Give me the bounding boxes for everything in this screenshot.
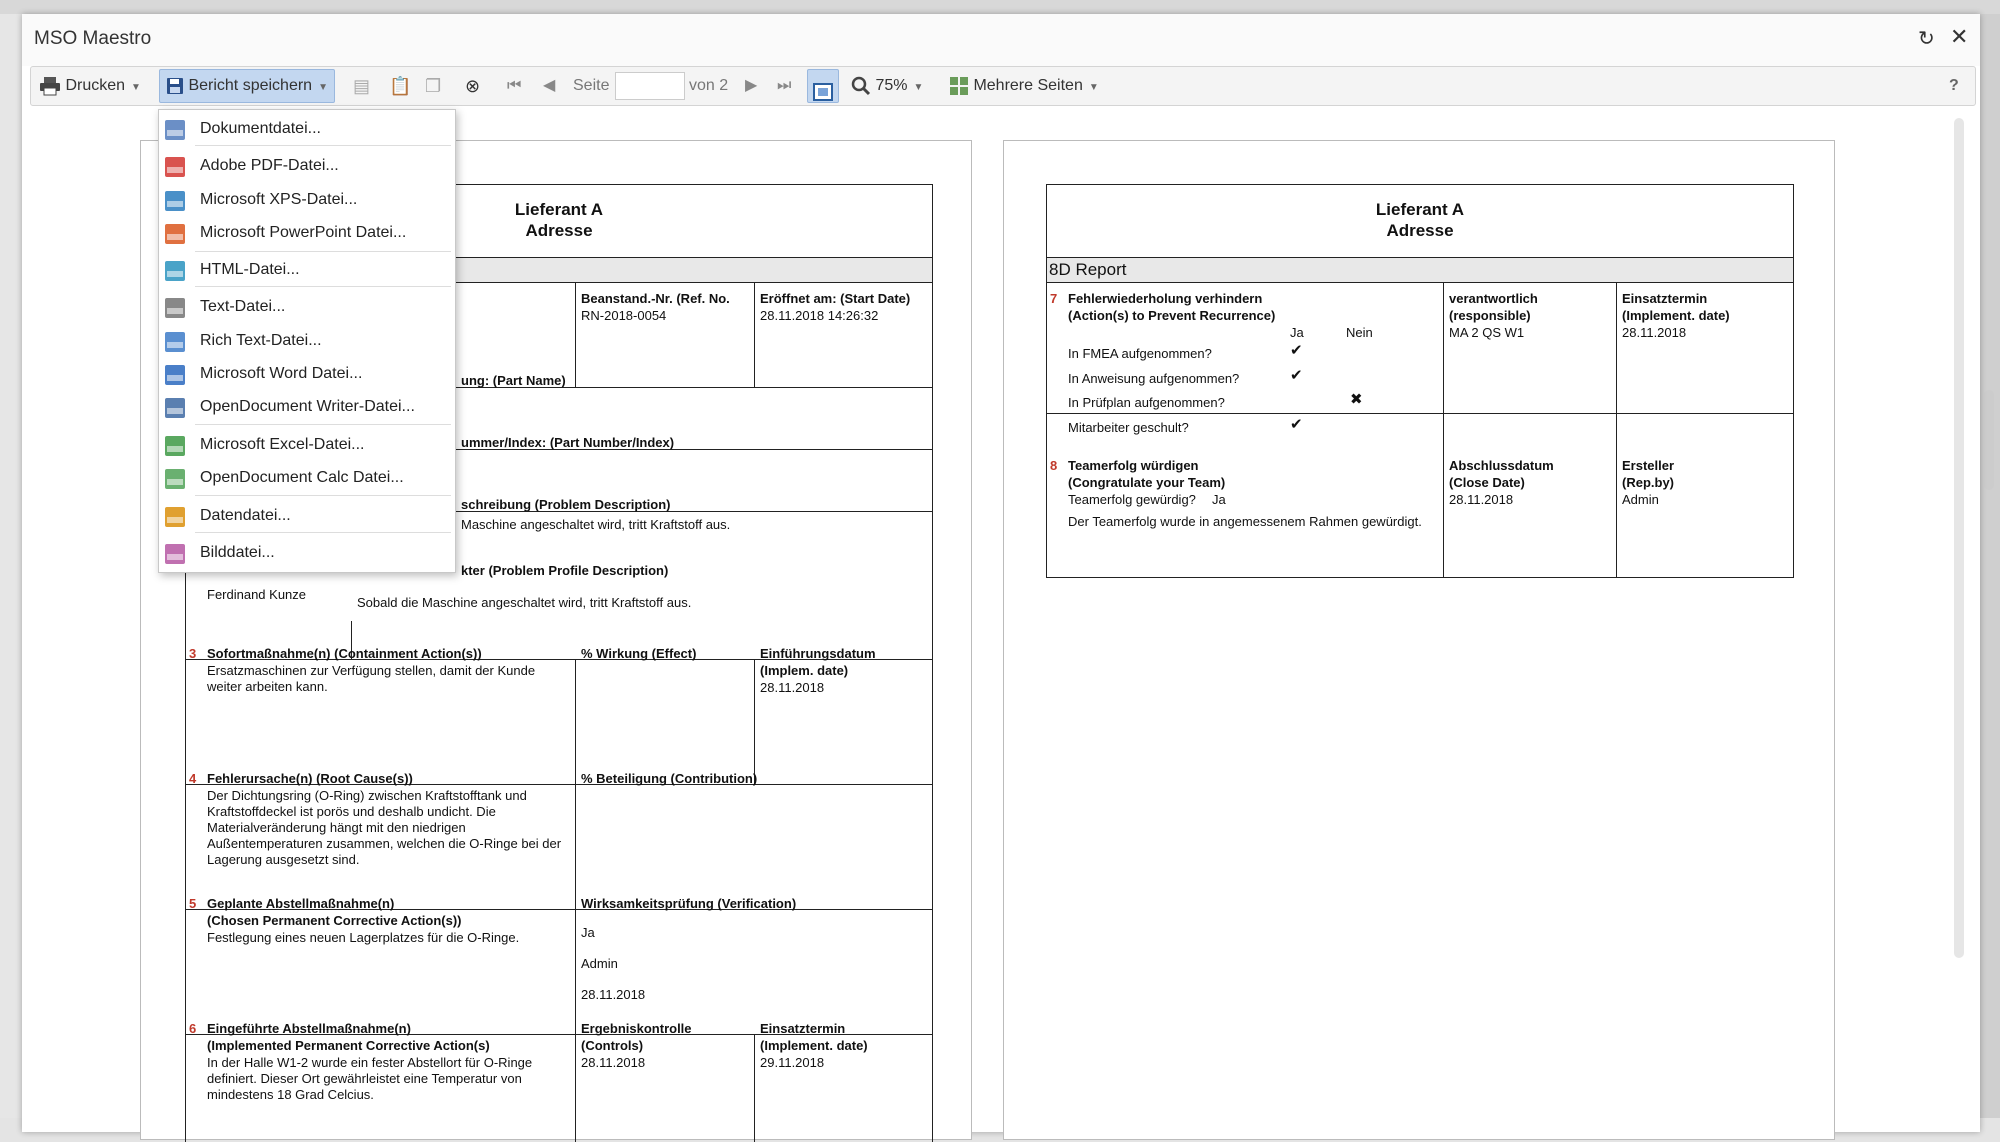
save-menu-item-label: Microsoft Excel-Datei...	[200, 436, 365, 453]
s8-title2: (Congratulate your Team)	[1068, 475, 1226, 490]
copy-icon[interactable]: ❐	[425, 76, 442, 96]
s4-title: Fehlerursache(n) (Root Cause(s))	[207, 771, 413, 786]
save-menu-item-label: Rich Text-Datei...	[200, 332, 322, 349]
s3-text: Ersatzmaschinen zur Verfügung stellen, damit der Kunde weiter arbeiten kann.	[207, 663, 536, 694]
save-menu-item[interactable]	[159, 538, 455, 568]
s8-rep-label1: Ersteller	[1622, 458, 1675, 473]
word-file-icon	[165, 365, 185, 385]
save-menu-item[interactable]	[159, 392, 455, 422]
menu-separator	[195, 495, 451, 496]
part-number-label: ummer/Index: (Part Number/Index)	[461, 435, 675, 450]
save-menu-item-label: Microsoft PowerPoint Datei...	[200, 224, 407, 241]
image-file-icon	[165, 544, 185, 564]
page-of-label: von 2	[689, 77, 729, 94]
multi-pages-dropdown[interactable]	[949, 67, 1099, 105]
s5-text: Festlegung eines neuen Lagerplatzes für die O-Ringe.	[207, 930, 520, 945]
multi-pages-label: Mehrere Seiten	[973, 77, 1083, 94]
page1-header-line2: Adresse	[525, 221, 593, 240]
start-date-value: 28.11.2018 14:26:32	[760, 308, 879, 323]
save-menu-item-label: Microsoft XPS-Datei...	[200, 191, 358, 208]
s7-title1: Fehlerwiederholung verhindern	[1068, 291, 1263, 306]
page2-header-line2: Adresse	[1386, 221, 1454, 240]
s7-q3: In Prüfplan aufgenommen?	[1068, 395, 1225, 410]
s7-title2: (Action(s) to Prevent Recurrence)	[1068, 308, 1276, 323]
html-file-icon	[165, 261, 185, 281]
help-icon[interactable]: ?	[1949, 77, 1959, 94]
chevron-down-icon[interactable]: ▼	[913, 82, 924, 93]
save-report-label: Bericht speichern	[188, 77, 313, 94]
s8-close-label2: (Close Date)	[1449, 475, 1525, 490]
printer-icon	[39, 76, 61, 96]
report-toolbar	[30, 66, 1976, 106]
save-menu-item-label: Microsoft Word Datei...	[200, 365, 363, 382]
s8-answer: Ja	[1212, 492, 1226, 507]
s6-title2: (Implemented Permanent Corrective Action(s)	[207, 1038, 490, 1053]
prev-page-icon[interactable]: ◀	[543, 77, 556, 94]
save-menu-item[interactable]	[159, 430, 455, 460]
s6-impl-label1: Einsatztermin	[760, 1021, 846, 1036]
s7-q4: Mitarbeiter geschult?	[1068, 420, 1189, 435]
s3-impl-value: 28.11.2018	[760, 680, 825, 695]
s6-text: In der Halle W1-2 wurde ein fester Abstellort für O-Ringe definiert. Dieser Ort gewährleistet eine Temperatur von mindestens 18 Grad Celcius.	[207, 1055, 533, 1102]
s8-close-value: 28.11.2018	[1449, 492, 1514, 507]
save-menu-item[interactable]	[159, 114, 455, 144]
s6-controls-label1: Ergebniskontrolle	[581, 1021, 692, 1036]
section-number: 4	[189, 771, 197, 786]
save-menu-item-label: Adobe PDF-Datei...	[200, 157, 339, 174]
save-report-menu	[158, 109, 456, 573]
section-number: 5	[189, 896, 197, 911]
single-page-view-button[interactable]	[807, 69, 839, 103]
s5-v1: Ja	[581, 925, 595, 940]
save-menu-item-label: Dokumentdatei...	[200, 120, 321, 137]
s7-impl-label1: Einsatztermin	[1622, 291, 1708, 306]
save-menu-item-label: Bilddatei...	[200, 544, 275, 561]
odt-file-icon	[165, 398, 185, 418]
s6-controls-value: 28.11.2018	[581, 1055, 646, 1070]
s5-title2: (Chosen Permanent Corrective Action(s))	[207, 913, 462, 928]
powerpoint-file-icon	[165, 224, 185, 244]
menu-separator	[195, 145, 451, 146]
s8-title1: Teamerfolg würdigen	[1068, 458, 1199, 473]
s7-ja-header: Ja	[1290, 325, 1304, 340]
clipboard-icon[interactable]: 📋	[389, 76, 412, 96]
part-name-label: ung: (Part Name)	[461, 373, 566, 388]
s4-text: Der Dichtungsring (O-Ring) zwischen Kraftstofftank und Kraftstoffdeckel ist porös und deshalb undicht. Die Materialveränderung hängt mit den niedrigen Außentemperaturen zusammen, welchen die O-Ringe bei der Lagerung ausgesetzt sind.	[207, 788, 562, 867]
s3-title: Sofortmaßnahme(n) (Containment Action(s))	[207, 646, 482, 661]
ref-no-label: Beanstand.-Nr. (Ref. No.	[581, 291, 730, 306]
rtf-file-icon	[165, 332, 185, 352]
save-menu-item[interactable]	[159, 218, 455, 248]
grid-icon	[949, 76, 969, 96]
s7-resp-value: MA 2 QS W1	[1449, 325, 1525, 340]
checkmark-icon: ✔	[1290, 367, 1303, 384]
s5-v3: 28.11.2018	[581, 987, 646, 1002]
s7-impl-label2: (Implement. date)	[1622, 308, 1730, 323]
chevron-down-icon[interactable]: ▼	[1088, 82, 1099, 93]
menu-separator	[195, 424, 451, 425]
window-titlebar	[22, 14, 1980, 66]
page2-header-line1: Lieferant A	[1375, 200, 1465, 219]
s3-impl-label2: (Implem. date)	[760, 663, 849, 678]
save-menu-item[interactable]	[159, 151, 455, 181]
checkmark-icon: ✔	[1290, 416, 1303, 433]
cross-icon: ✖	[1350, 391, 1363, 408]
zoom-dropdown[interactable]	[851, 67, 923, 105]
background-app-bar	[0, 0, 2000, 14]
s4-contribution-label: % Beteiligung (Contribution)	[581, 771, 758, 786]
refresh-icon[interactable]: ↻	[1918, 28, 1935, 50]
chevron-down-icon[interactable]: ▼	[131, 82, 141, 93]
xps-file-icon	[165, 191, 185, 211]
first-page-icon[interactable]: ⏮	[507, 77, 522, 94]
report-page-2	[1003, 140, 1835, 1140]
s6-title1: Eingeführte Abstellmaßnahme(n)	[207, 1021, 411, 1036]
s6-impl-value: 29.11.2018	[760, 1055, 825, 1070]
s6-impl-label2: (Implement. date)	[760, 1038, 868, 1053]
s8-close-label1: Abschlussdatum	[1449, 458, 1554, 473]
problem-profile-value: Sobald die Maschine angeschaltet wird, tritt Kraftstoff aus.	[357, 595, 692, 610]
window-title: MSO Maestro	[34, 28, 152, 49]
ods-file-icon	[165, 469, 185, 489]
s5-verification-label: Wirksamkeitsprüfung (Verification)	[581, 896, 797, 911]
save-menu-item[interactable]	[159, 255, 455, 285]
s8-rep-label2: (Rep.by)	[1622, 475, 1674, 490]
last-page-icon[interactable]: ⏭	[777, 77, 792, 94]
s8-text: Der Teamerfolg wurde in angemessenem Rahmen gewürdigt.	[1068, 514, 1422, 529]
s6-controls-label2: (Controls)	[581, 1038, 644, 1053]
magnifier-icon	[851, 76, 871, 96]
save-menu-item-label: HTML-Datei...	[200, 261, 300, 278]
s5-v2: Admin	[581, 956, 618, 971]
start-date-label: Eröffnet am: (Start Date)	[760, 291, 911, 306]
save-menu-item[interactable]	[159, 185, 455, 215]
menu-separator	[195, 286, 451, 287]
save-menu-item[interactable]	[159, 359, 455, 389]
save-menu-item-label: OpenDocument Calc Datei...	[200, 469, 404, 486]
save-menu-item[interactable]	[159, 326, 455, 356]
s7-nein-header: Nein	[1346, 325, 1373, 340]
save-menu-item-label: OpenDocument Writer-Datei...	[200, 398, 415, 415]
save-menu-item-label: Text-Datei...	[200, 298, 286, 315]
s7-impl-value: 28.11.2018	[1622, 325, 1687, 340]
section-number: 6	[189, 1021, 197, 1036]
excel-file-icon	[165, 436, 185, 456]
s8-question: Teamerfolg gewürdig?	[1068, 492, 1196, 507]
problem-profile-label: kter (Problem Profile Description)	[461, 563, 669, 578]
section-number: 7	[1050, 291, 1058, 306]
s7-resp-label1: verantwortlich	[1449, 291, 1538, 306]
page-view-icon	[813, 83, 833, 101]
background-scrollbar	[1984, 390, 1994, 490]
page1-header-line1: Lieferant A	[514, 200, 604, 219]
problem-desc-label: schreibung (Problem Description)	[461, 497, 671, 512]
page-number-input[interactable]	[615, 72, 685, 100]
pdf-file-icon	[165, 157, 185, 177]
text-file-icon	[165, 298, 185, 318]
data-file-icon	[165, 507, 185, 527]
background-app-sidebar	[0, 14, 22, 1142]
section-number: 8	[1050, 458, 1058, 473]
s8-rep-value: Admin	[1622, 492, 1659, 507]
chevron-down-icon[interactable]: ▼	[318, 82, 328, 93]
save-menu-item[interactable]	[159, 501, 455, 531]
person-name: Ferdinand Kunze	[207, 587, 307, 602]
next-page-icon[interactable]: ▶	[745, 77, 758, 94]
floppy-disk-icon	[166, 77, 184, 95]
ref-no-value: RN-2018-0054	[581, 308, 667, 323]
viewer-scrollbar[interactable]	[1954, 118, 1964, 958]
s5-title1: Geplante Abstellmaßnahme(n)	[207, 896, 395, 911]
export-icon[interactable]: ▤	[353, 76, 371, 96]
page-label: Seite	[573, 77, 610, 94]
print-button[interactable]	[39, 67, 141, 105]
menu-separator	[195, 532, 451, 533]
zoom-value: 75%	[875, 77, 908, 94]
problem-desc-value: Maschine angeschaltet wird, tritt Kraftstoff aus.	[461, 517, 731, 532]
s7-q2: In Anweisung aufgenommen?	[1068, 371, 1240, 386]
save-menu-item[interactable]	[159, 463, 455, 493]
page2-band: 8D Report	[1046, 257, 1794, 283]
save-menu-item-label: Datendatei...	[200, 507, 291, 524]
s7-q1: In FMEA aufgenommen?	[1068, 346, 1212, 361]
print-label: Drucken	[65, 77, 126, 94]
document-file-icon	[165, 120, 185, 140]
s3-effect-label: % Wirkung (Effect)	[581, 646, 697, 661]
section-number: 3	[189, 646, 197, 661]
save-report-button[interactable]	[159, 69, 335, 103]
menu-separator	[195, 251, 451, 252]
save-menu-item[interactable]	[159, 292, 455, 322]
s3-impl-label1: Einführungsdatum	[760, 646, 876, 661]
s7-resp-label2: (responsible)	[1449, 308, 1531, 323]
binoculars-icon[interactable]: ⊗	[465, 76, 481, 96]
close-icon[interactable]: ✕	[1950, 24, 1969, 49]
checkmark-icon: ✔	[1290, 342, 1303, 359]
